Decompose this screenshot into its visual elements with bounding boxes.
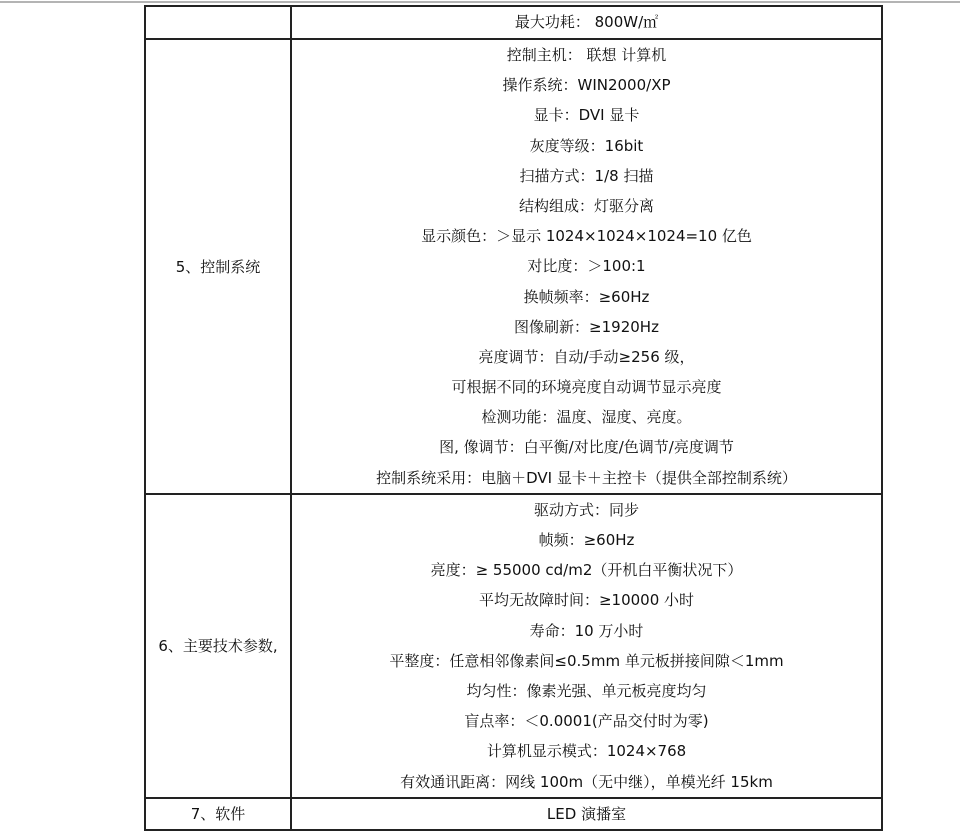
row-label-tech-params: 6、主要技术参数, bbox=[158, 637, 278, 656]
row-value-cell bbox=[291, 6, 882, 39]
spec-line: 控制系统采用：电脑＋DVI 显卡＋主控卡（提供全部控制系统） bbox=[376, 468, 797, 487]
row-label-control-system: 5、控制系统 bbox=[175, 257, 261, 276]
spec-line: 结构组成：灯驱分离 bbox=[518, 196, 654, 215]
row-value-cell bbox=[291, 39, 882, 494]
spec-line: 操作系统：WIN2000/XP bbox=[502, 76, 671, 95]
spec-line: 控制主机： 联想 计算机 bbox=[506, 46, 667, 64]
row-label-cell bbox=[145, 798, 291, 830]
spec-line: 均匀性：像素光强、单元板亮度均匀 bbox=[466, 681, 707, 700]
spec-table bbox=[144, 5, 883, 831]
spec-line: 显卡：DVI 显卡 bbox=[533, 106, 640, 125]
spec-line: 盲点率：＜0.0001(产品交付时为零) bbox=[464, 712, 709, 731]
spec-line: 计算机显示模式：1024×768 bbox=[486, 742, 687, 761]
table-row-software bbox=[145, 798, 882, 830]
spec-line: 平均无故障时间：≥10000 小时 bbox=[478, 591, 695, 610]
row-label-cell bbox=[145, 494, 291, 798]
spec-line-max-power: 最大功耗： 800W/㎡ bbox=[514, 13, 659, 32]
spec-line: 对比度：＞100:1 bbox=[527, 257, 646, 276]
spec-line: 亮度：≥ 55000 cd/m2（开机白平衡状况下） bbox=[430, 561, 743, 580]
spec-line: 扫描方式：1/8 扫描 bbox=[519, 166, 654, 185]
spec-line-software: LED 演播室 bbox=[546, 804, 627, 823]
row-label-cell bbox=[145, 39, 291, 494]
table-row-control-system bbox=[145, 39, 882, 494]
spec-line: 检测功能：温度、湿度、亮度。 bbox=[481, 408, 692, 427]
row-label-software: 7、软件 bbox=[190, 805, 246, 824]
spec-line: 驱动方式：同步 bbox=[533, 500, 639, 519]
spec-line: 亮度调节：自动/手动≥256 级， bbox=[478, 347, 695, 366]
spec-line: 图像刷新：≥1920Hz bbox=[514, 317, 659, 336]
row-value-cell bbox=[291, 798, 882, 830]
spec-line: 图, 像调节：白平衡/对比度/色调节/亮度调节 bbox=[439, 438, 734, 457]
spec-line: 帧频：≥60Hz bbox=[538, 531, 635, 549]
table-row-tech-params bbox=[145, 494, 882, 798]
spec-line: 平整度：任意相邻像素间≤0.5mm 单元板拼接间隙＜1mm bbox=[389, 651, 784, 670]
spec-line: 显示颜色：＞显示 1024×1024×1024=10 亿色 bbox=[421, 227, 752, 246]
spec-line: 换帧频率：≥60Hz bbox=[523, 287, 650, 306]
table-row-max-power bbox=[145, 6, 882, 39]
spec-line: 有效通讯距离：网线 100m（无中继），单模光纤 15km bbox=[400, 772, 773, 791]
spec-line: 可根据不同的环境亮度自动调节显示亮度 bbox=[451, 378, 722, 397]
page-top-rule bbox=[0, 1, 960, 3]
spec-line: 灰度等级：16bit bbox=[529, 136, 644, 155]
row-value-cell bbox=[291, 494, 882, 798]
row-label-cell bbox=[145, 6, 291, 39]
spec-line: 寿命：10 万小时 bbox=[529, 621, 644, 640]
